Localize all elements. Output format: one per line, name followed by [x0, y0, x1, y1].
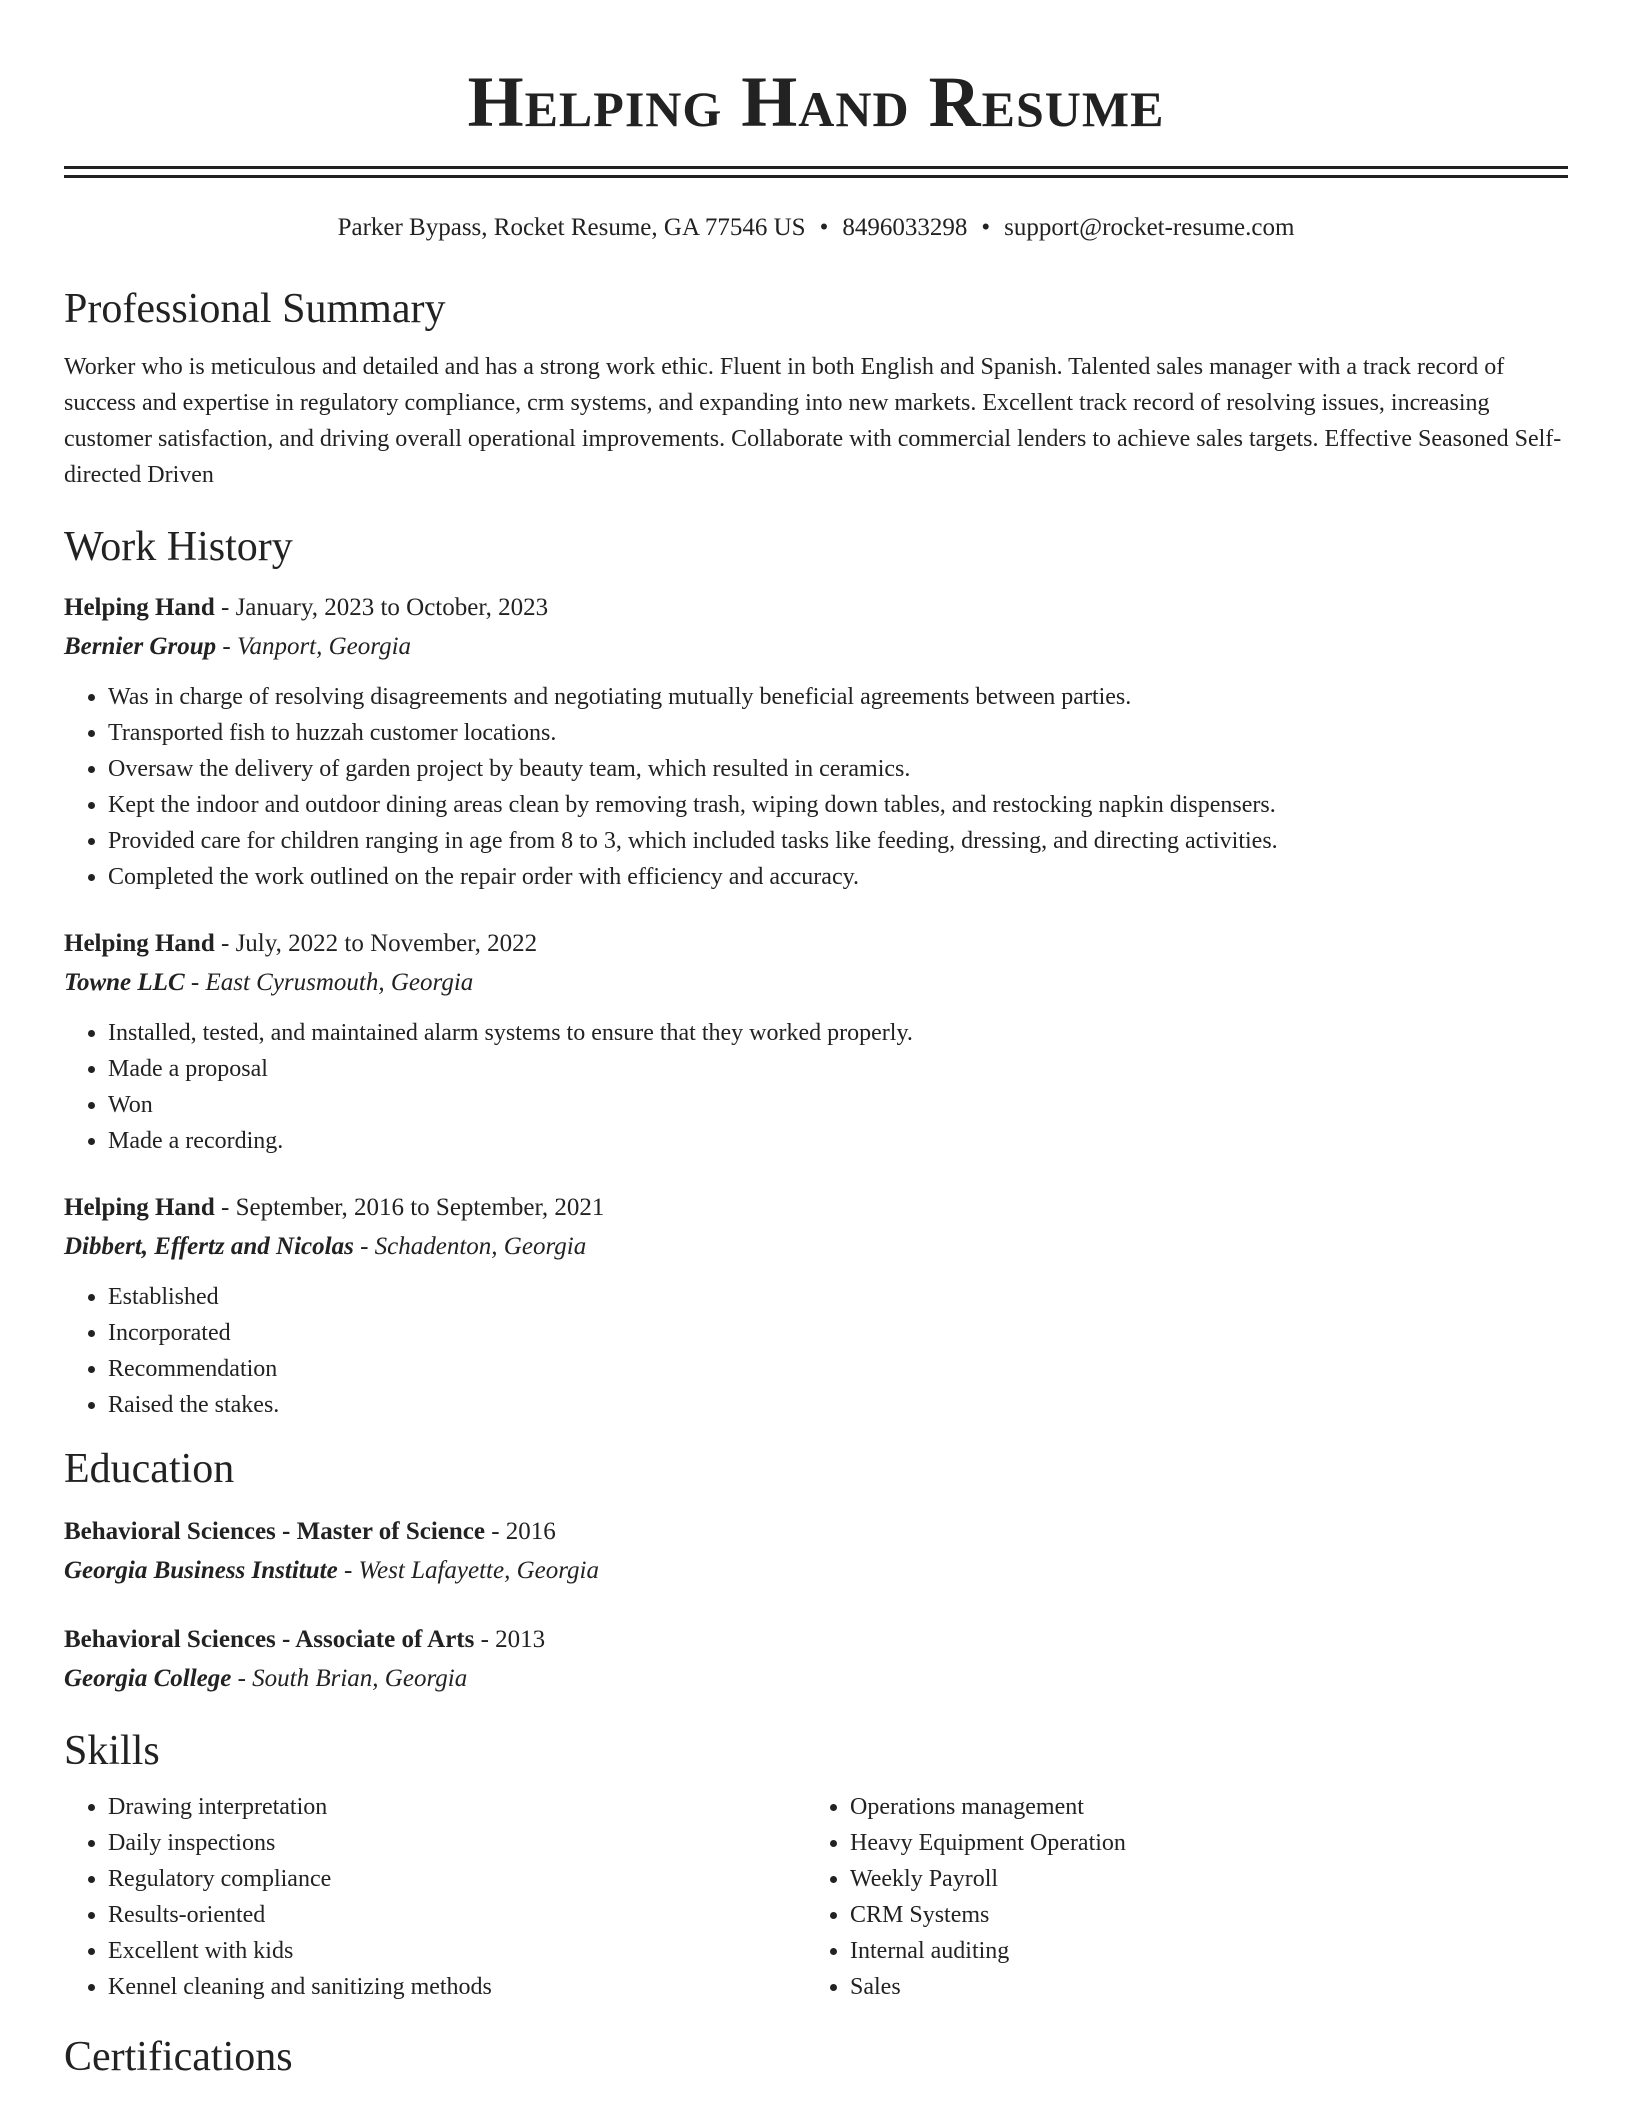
title-divider	[64, 166, 1568, 178]
job-duty: • Kept the indoor and outdoor dining areas clean by removing trash, wiping down tables, and restocking napkin dispensers.	[108, 787, 1568, 823]
job-duties	[64, 1279, 1568, 1423]
skill-item: • CRM Systems	[850, 1897, 1548, 1933]
job-duty: • Installed, tested, and maintained alarm systems to ensure that they worked properly.	[108, 1015, 1568, 1051]
job-title-line	[64, 589, 1568, 627]
degree-line	[64, 1513, 1568, 1551]
job-location: - East Cyrusmouth, Georgia	[184, 969, 474, 996]
contact-separator: •	[981, 214, 991, 241]
job-duty: • Was in charge of resolving disagreements and negotiating mutually beneficial agreements between parties.	[108, 679, 1568, 715]
divider-line-top	[64, 166, 1568, 169]
skill-item: • Regulatory compliance	[108, 1861, 806, 1897]
job-duty: • Established	[108, 1279, 1568, 1315]
job-title: Helping Hand	[64, 930, 215, 957]
skills-column-left	[64, 1789, 806, 2005]
skills-column-right	[806, 1789, 1548, 2005]
skill-item: • Kennel cleaning and sanitizing methods	[108, 1969, 806, 2005]
skill-item: • Drawing interpretation	[108, 1789, 806, 1825]
job-location: - Schadenton, Georgia	[353, 1233, 587, 1260]
job-duty: • Recommendation	[108, 1351, 1568, 1387]
skill-item: • Daily inspections	[108, 1825, 806, 1861]
job-title-line	[64, 1189, 1568, 1227]
degree-year: - 2013	[474, 1626, 546, 1653]
skills-heading: Skills	[64, 1728, 160, 1774]
skills-list	[64, 1789, 1568, 2005]
job-dates: - September, 2016 to September, 2021	[214, 1194, 605, 1221]
resume-page	[64, 0, 1568, 2083]
divider-line-bottom	[64, 175, 1568, 178]
education-entry	[64, 1621, 1568, 1699]
job-duty: • Provided care for children ranging in age from 8 to 3, which included tasks like feeding, dressing, and directing activities.	[108, 823, 1568, 859]
degree-line	[64, 1621, 1568, 1659]
job-duty: • Oversaw the delivery of garden project by beauty team, which resulted in ceramics.	[108, 751, 1568, 787]
contact-email: support@rocket-resume.com	[1004, 214, 1295, 241]
contact-separator: •	[819, 214, 829, 241]
job-company-line	[64, 627, 1568, 667]
school-location: - West Lafayette, Georgia	[337, 1557, 599, 1584]
skill-item: • Internal auditing	[850, 1933, 1548, 1969]
resume-title: Helping Hand Resume	[467, 62, 1165, 142]
job-entry	[64, 589, 1568, 895]
summary-text: Worker who is meticulous and detailed and has a strong work ethic. Fluent in both English and Spanish. Talented sales manager with a track record of success and expertise in regulatory compliance, crm systems, and expanding into new markets. Excellent track record of resolving issues, increasing customer satisfaction, and driving overall operational improvements. Collaborate with commercial lenders to achieve sales targets. Effective Seasoned Self-directed Driven	[64, 354, 1562, 488]
school: Georgia Business Institute	[64, 1557, 338, 1584]
job-duty: • Made a proposal	[108, 1051, 1568, 1087]
contact-line	[64, 211, 1568, 245]
job-duty: • Transported fish to huzzah customer locations.	[108, 715, 1568, 751]
job-duty: • Made a recording.	[108, 1123, 1568, 1159]
degree: Behavioral Sciences - Master of Science	[64, 1518, 485, 1545]
job-location: - Vanport, Georgia	[216, 633, 412, 660]
job-company-line	[64, 1227, 1568, 1267]
school-line	[64, 1659, 1568, 1699]
skill-item: • Operations management	[850, 1789, 1548, 1825]
certifications-heading: Certifications	[64, 2034, 293, 2080]
job-duties	[64, 679, 1568, 895]
school: Georgia College	[64, 1665, 232, 1692]
job-entry	[64, 1189, 1568, 1423]
skill-item: • Weekly Payroll	[850, 1861, 1548, 1897]
job-title-line	[64, 925, 1568, 963]
school-line	[64, 1551, 1568, 1591]
job-title: Helping Hand	[64, 594, 215, 621]
job-company-line	[64, 963, 1568, 1003]
job-title: Helping Hand	[64, 1194, 215, 1221]
job-entry	[64, 925, 1568, 1159]
education-entry	[64, 1513, 1568, 1591]
job-company: Towne LLC	[64, 969, 185, 996]
work-history-heading: Work History	[64, 524, 293, 570]
job-duty: • Raised the stakes.	[108, 1387, 1568, 1423]
job-duty: • Incorporated	[108, 1315, 1568, 1351]
skill-item: • Results-oriented	[108, 1897, 806, 1933]
education-heading: Education	[64, 1446, 235, 1492]
skill-item: • Heavy Equipment Operation	[850, 1825, 1548, 1861]
degree-year: - 2016	[484, 1518, 556, 1545]
skill-item: • Sales	[850, 1969, 1548, 2005]
job-company: Bernier Group	[64, 633, 217, 660]
school-location: - South Brian, Georgia	[231, 1665, 468, 1692]
job-duty: • Won	[108, 1087, 1568, 1123]
job-dates: - July, 2022 to November, 2022	[214, 930, 538, 957]
contact-address: Parker Bypass, Rocket Resume, GA 77546 US	[337, 214, 806, 241]
summary-heading: Professional Summary	[64, 286, 446, 332]
skill-item: • Excellent with kids	[108, 1933, 806, 1969]
contact-phone: 8496033298	[842, 214, 968, 241]
job-company: Dibbert, Effertz and Nicolas	[64, 1233, 354, 1260]
job-duty: • Completed the work outlined on the repair order with efficiency and accuracy.	[108, 859, 1568, 895]
degree: Behavioral Sciences - Associate of Arts	[64, 1626, 475, 1653]
job-dates: - January, 2023 to October, 2023	[214, 594, 549, 621]
job-duties	[64, 1015, 1568, 1159]
